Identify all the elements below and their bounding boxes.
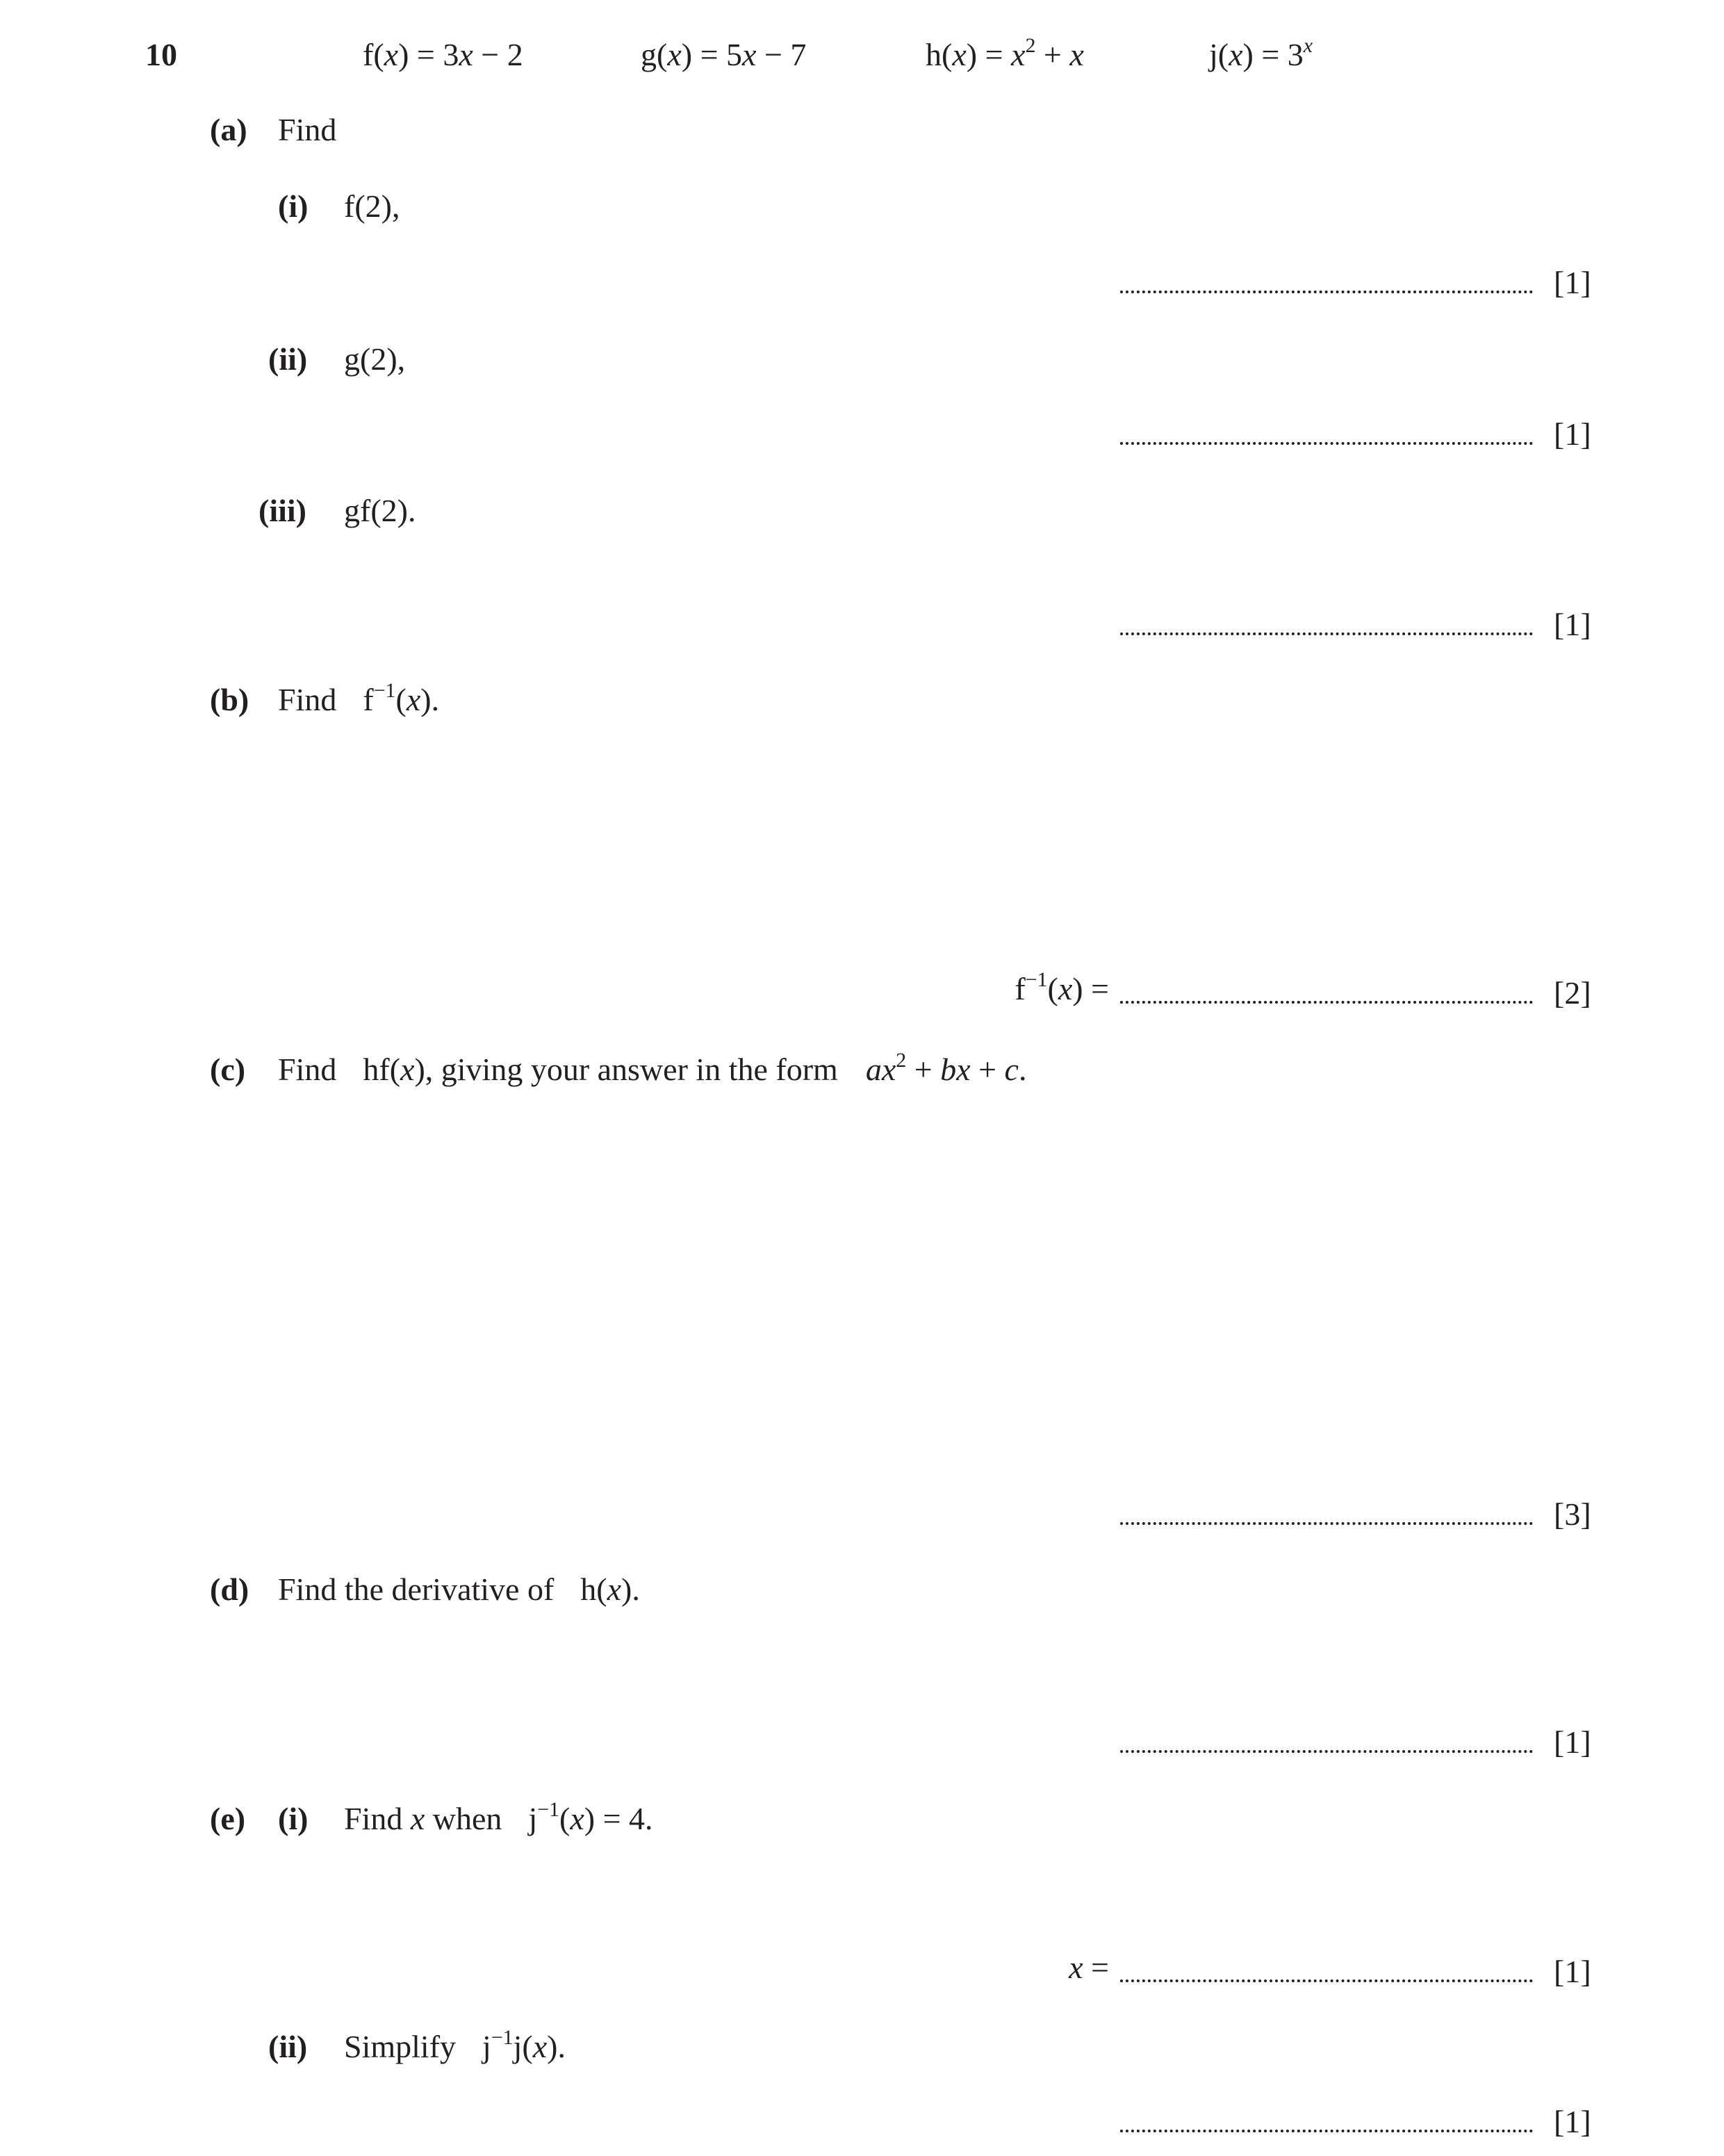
answer-line-a-iii[interactable] [1120, 632, 1533, 635]
part-a-iii-label: (iii) [258, 493, 306, 528]
part-a-ii-label: (ii) [268, 341, 308, 377]
part-a-prompt: Find [278, 112, 337, 147]
part-e-i-prompt: Find x when $j^{-1}(x) = 4$. [344, 1797, 653, 1836]
marks-d: [1] [1554, 1724, 1591, 1760]
part-a-label: (a) [210, 112, 247, 147]
part-e-label: (e) [210, 1801, 246, 1836]
answer-line-e-i[interactable] [1120, 1979, 1533, 1982]
function-f-definition: f(x) = 3x − 2 [363, 37, 523, 72]
part-c-prompt: Find hf(x), giving your answer in the form $ax^2$ + bx + c. [278, 1048, 1027, 1087]
part-e-ii-label: (ii) [268, 2029, 308, 2064]
answer-line-d[interactable] [1120, 1750, 1533, 1753]
marks-a-i: [1] [1554, 265, 1591, 300]
function-j-definition: $j(x) = 3^x$ [1209, 33, 1313, 72]
function-g-definition: g(x) = 5x − 7 [641, 37, 807, 72]
answer-line-e-ii[interactable] [1120, 2130, 1533, 2132]
part-e-i-label: (i) [278, 1801, 309, 1836]
marks-e-ii: [1] [1554, 2104, 1591, 2139]
question-number: 10 [145, 37, 177, 72]
answer-line-a-ii[interactable] [1120, 442, 1533, 445]
part-b-label: (b) [210, 682, 249, 717]
marks-c: [3] [1554, 1496, 1591, 1532]
part-d-prompt: Find the derivative of h(x). [278, 1571, 640, 1607]
answer-line-c[interactable] [1120, 1522, 1533, 1525]
answer-prefix-e-i: x = [1069, 1950, 1109, 1985]
part-b-prompt: Find $f^{-1}(x)$. [278, 678, 440, 717]
answer-prefix-b: $f^{-1}(x)$ = [1015, 967, 1109, 1006]
part-d-label: (d) [210, 1571, 249, 1607]
part-a-ii-text: g(2), [344, 341, 406, 377]
marks-a-iii: [1] [1554, 607, 1591, 642]
part-e-ii-prompt: Simplify $j^{-1}j(x)$. [344, 2025, 566, 2064]
answer-line-b[interactable] [1120, 1001, 1533, 1004]
answer-line-a-i[interactable] [1120, 291, 1533, 293]
marks-b: [2] [1554, 975, 1591, 1011]
marks-e-i: [1] [1554, 1954, 1591, 1989]
marks-a-ii: [1] [1554, 416, 1591, 452]
part-a-iii-text: gf(2). [344, 493, 416, 528]
part-a-i-text: f(2), [344, 188, 400, 224]
function-h-definition: $h(x) = x^2 + x$ [926, 33, 1084, 72]
part-a-i-label: (i) [278, 188, 309, 224]
part-c-label: (c) [210, 1052, 246, 1087]
